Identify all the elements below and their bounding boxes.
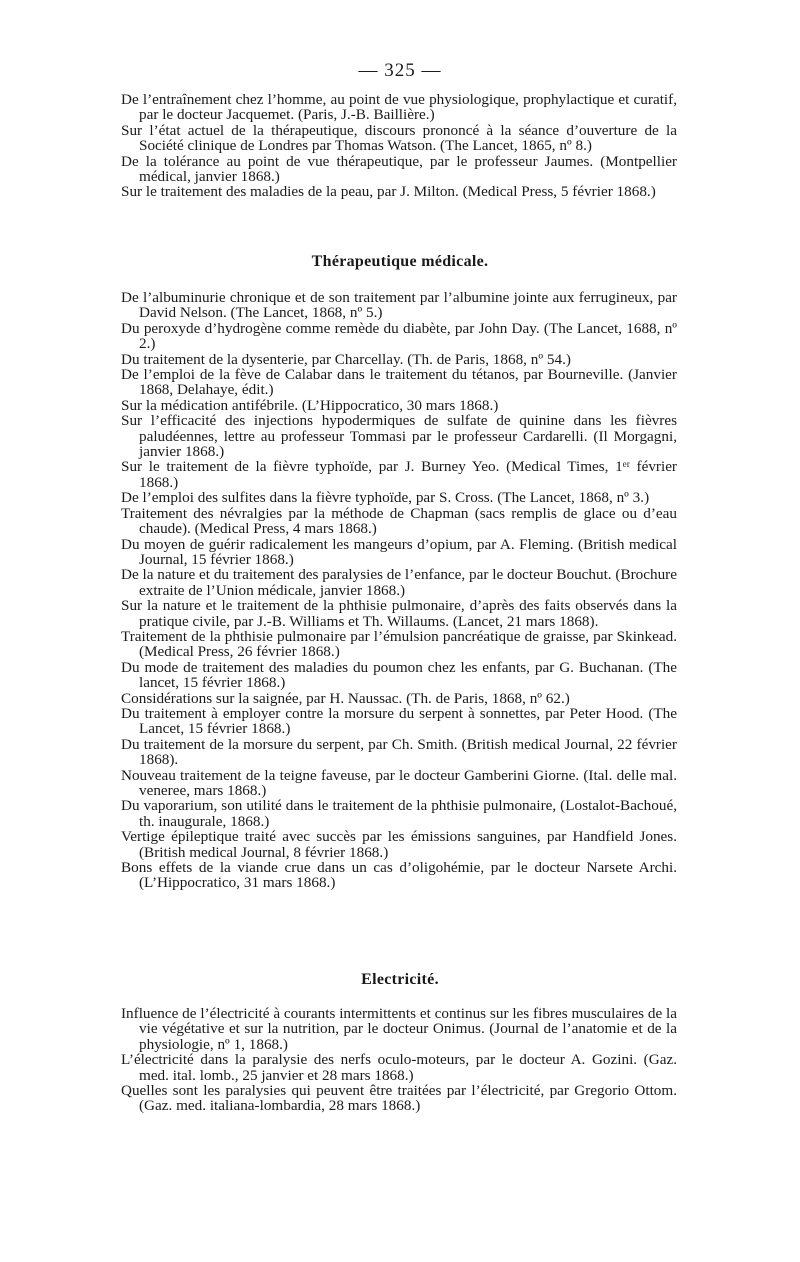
bibliography-entry: Sur la nature et le traitement de la phthisie pulmonaire, d’après des faits observés dans la pratique civile, par J.-B. Williams et Th. Willaums. (Lancet, 21 mars 1868). <box>121 597 677 630</box>
bibliography-entry: Influence de l’électricité à courants intermittents et continus sur les fibres musculaires de la vie végétative et sur la nutrition, par le docteur Onimus. (Journal de l’anatomie et de la physiologie, nº 1, 1868.) <box>121 1005 677 1053</box>
bibliography-entry: De l’emploi des sulfites dans la fièvre typhoïde, par S. Cross. (The Lancet, 1868, nº 3.) <box>121 489 650 507</box>
bibliography-entry: Du traitement à employer contre la morsure du serpent à sonnettes, par Peter Hood. (The Lancet, 15 février 1868.) <box>121 704 677 738</box>
bibliography-entry: Traitement des névralgies par la méthode de Chapman (sacs remplis de glace ou d’eau chaude). (Medical Press, 4 mars 1868.) <box>121 504 677 538</box>
bibliography-entry: Sur la médication antifébrile. (L’Hippocratico, 30 mars 1868.) <box>121 396 499 414</box>
bibliography-entry: Du mode de traitement des maladies du poumon chez les enfants, par G. Buchanan. (The lancet, 15 février 1868.) <box>121 658 677 692</box>
bibliography-entry: Du moyen de guérir radicalement les mangeurs d’opium, par A. Fleming. (British medical Journal, 15 février 1868.) <box>121 535 677 568</box>
bibliography-entry: De la tolérance au point de vue thérapeutique, par le professeur Jaumes. (Montpellier médical, janvier 1868.) <box>121 152 677 186</box>
section-therapeutique-medicale <box>121 290 677 891</box>
page-number: — 325 — <box>358 60 442 81</box>
bibliography-entry: Quelles sont les paralysies qui peuvent être traitées par l’électricité, par Gregorio Ottom. (Gaz. med. italiana-lombardia, 28 mars 1868.) <box>121 1082 677 1115</box>
section-heading-electricite: Electricité. <box>361 971 439 988</box>
bibliography-entry: De l’albuminurie chronique et de son traitement par l’albumine jointe aux ferrugineux, par David Nelson. (The Lancet, 1868, nº 5.) <box>121 289 677 322</box>
bibliography-entry: Du traitement de la dysenterie, par Charcellay. (Th. de Paris, 1868, nº 54.) <box>121 350 571 368</box>
section-heading-therapeutique: Thérapeutique médicale. <box>311 253 489 270</box>
bibliography-entry: De la nature et du traitement des paralysies de l’enfance, par le docteur Bouchut. (Brochure extraite de l’Union médicale, janvier 1868.) <box>121 566 677 599</box>
bibliography-entry: Considérations sur la saignée, par H. Naussac. (Th. de Paris, 1868, nº 62.) <box>121 689 570 707</box>
section-electricite <box>121 1006 677 1114</box>
bibliography-entry: De l’entraînement chez l’homme, au point de vue physiologique, prophylactique et curatif, par le docteur Jacquemet. (Paris, J.-B. Baillière.) <box>121 91 677 124</box>
bibliography-entry: Du traitement de la morsure du serpent, par Ch. Smith. (British medical Journal, 22 février 1868). <box>121 735 677 769</box>
bibliography-entry: De l’emploi de la fève de Calabar dans le traitement du tétanos, par Bourneville. (Janvier 1868, Delahaye, édit.) <box>121 366 677 399</box>
bibliography-entry: Du peroxyde d’hydrogène comme remède du diabète, par John Day. (The Lancet, 1688, nº 2.) <box>121 319 677 353</box>
bibliography-entry: Du vaporarium, son utilité dans le traitement de la phthisie pulmonaire, (Lostalot-Bachoué, th. inaugurale, 1868.) <box>121 797 677 830</box>
bibliography-entry: Traitement de la phthisie pulmonaire par l’émulsion pancréatique de graisse, par Skinkead. (Medical Press, 26 février 1868.) <box>121 627 677 661</box>
bibliography-entry: Sur l’efficacité des injections hypodermiques de sulfate de quinine dans les fièvres paludéennes, lettre au professeur Tommasi par le professeur Cardarelli. (Il Morgagni, janvier 1868.) <box>121 412 677 461</box>
bibliography-entry: Sur le traitement des maladies de la peau, par J. Milton. (Medical Press, 5 février 1868.) <box>121 183 656 201</box>
bibliography-entry: Sur l’état actuel de la thérapeutique, discours prononcé à la séance d’ouverture de la Société clinique de Londres par Thomas Watson. (The Lancet, 1865, nº 8.) <box>121 121 677 155</box>
bibliography-entry: L’électricité dans la paralysie des nerfs oculo-moteurs, par le docteur A. Gozini. (Gaz. med. ital. lomb., 25 janvier et 28 mars 1868.) <box>121 1051 677 1084</box>
bibliography-entry: Vertige épileptique traité avec succès par les émissions sanguines, par Handfield Jones. (British medical Journal, 8 février 1868.) <box>121 828 677 861</box>
bibliography-entry: Bons effets de la viande crue dans un cas d’oligohémie, par le docteur Narsete Archi. (L’Hippocratico, 31 mars 1868.) <box>121 859 677 892</box>
section-general <box>121 92 677 200</box>
bibliography-entry: Sur le traitement de la fièvre typhoïde, par J. Burney Yeo. (Medical Times, 1ᵉʳ février 1868.) <box>121 458 677 491</box>
bibliography-entry: Nouveau traitement de la teigne faveuse, par le docteur Gamberini Giorne. (Ital. delle mal. veneree, mars 1868.) <box>121 766 677 799</box>
